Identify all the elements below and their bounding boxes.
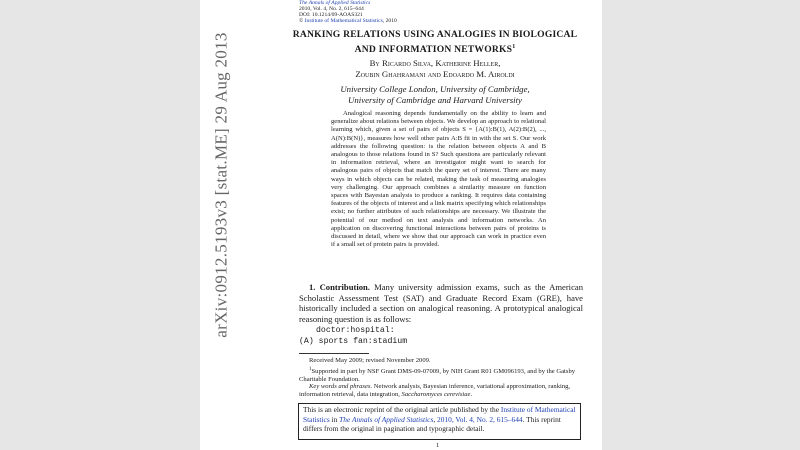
title-line-2: AND INFORMATION NETWORKS$^1$ xyxy=(354,44,516,56)
keywords-species: Saccharomyces cerevisiae xyxy=(401,391,471,399)
support-text: Supported in part by NSF Grant DMS-09-07009, by NIH Grant R01 GM096193, and by the Gatsby Charitable Foundation. xyxy=(299,368,576,384)
reprint-text-1: This is an electronic reprint of the original article published by the xyxy=(303,405,499,414)
volume-line: 2010, Vol. 4, No. 2, 615–644 xyxy=(299,6,364,12)
reprint-text-4: . This reprint differs from the original in pagination and typographic detail. xyxy=(303,414,561,434)
arxiv-side-identifier xyxy=(205,32,239,338)
analogy-query: doctor:hospital: xyxy=(316,326,395,335)
copyright-line xyxy=(299,18,397,24)
section-number: 1. xyxy=(309,282,316,292)
reprint-notice: This is an electronic reprint of the original article published by the Institute of Mathematical Statistics in The Annals of Applied Statistics, 2010, Vol. 4, No. 2, 615–644. This reprint differs from the original in pagination and typographic detail. xyxy=(298,403,581,440)
reprint-ims-link[interactable]: Institute of Mathematical Statistics xyxy=(303,405,576,424)
page-number: 1 xyxy=(436,442,440,449)
section-text: Many university admission exams, such as the American Scholastic Assessment Test (SAT) and Graduate Record Exam (GRE), have historically included a section on analogical reasoning. A prototypical analogical reasoning question is as follows: xyxy=(299,282,583,324)
keywords-text: Network analysis, Bayesian inference, variational approximation, ranking, information retrieval, data integration, xyxy=(299,383,571,399)
support-mark: 1 xyxy=(309,367,312,372)
analogy-option-a xyxy=(299,337,407,346)
title-footnote-mark: 1 xyxy=(512,44,516,50)
affiliations xyxy=(270,84,600,106)
keywords-note: Key words and phrases. Network analysis, Bayesian inference, variational approximation, ranking, information retrieval, data integration, Saccharomyces cerevisiae. xyxy=(299,383,571,399)
doi-line: DOI: 10.1214/09-AOAS321 xyxy=(299,12,363,18)
arxiv-id-text: arXiv:0912.5193v3 [stat.ME] 29 Aug 2013 xyxy=(212,32,231,338)
reprint-journal-link[interactable]: The Annals of Applied Statistics xyxy=(339,414,434,424)
received-note: Received May 2009; revised November 2009. xyxy=(309,357,431,364)
authors xyxy=(270,58,600,80)
authors-line-2: Zoubin Ghahramani and Edoardo M. Airoldi xyxy=(355,69,515,79)
abstract: Analogical reasoning depends fundamentally on the ability to learn and generalize about relations between objects. We develop an approach to relational learning which, given a set of pairs of objects S = {A(1):B(1), A(2):B(2), ..., A(N):B(N)}, measures how well other pairs A:B fit in with the set S. Our work addresses the following question: is the relation between objects A and B analogous to those relations found in S? Such questions are particularly relevant in information retrieval, where an investigator might want to search for analogous pairs of objects that match the query set of interest. There are many ways in which objects can be related, making the task of measuring analogies very challenging. Our approach combines a similarity measure on function spaces with Bayesian analysis to produce a ranking. It requires data containing features of the objects of interest and a link matrix specifying which relationships exist; no further attributes of such relationships are necessary. We illustrate the potential of our method on text analysis and information networks. An application on discovering functional interactions between pairs of proteins is discussed in detail, where we show that our approach can work in practice even if a small set of protein pairs is provided. xyxy=(331,110,546,249)
copyright-year: , 2010 xyxy=(382,18,397,24)
section-title: Contribution. xyxy=(319,282,370,292)
support-footnote xyxy=(299,366,583,385)
footnote-rule xyxy=(299,353,369,354)
ims-link[interactable]: Institute of Mathematical Statistics xyxy=(304,18,383,24)
authors-line-1: By Ricardo Silva, Katherine Heller, xyxy=(369,58,501,68)
affiliation-line-2: University of Cambridge and Harvard University xyxy=(348,95,522,105)
keywords-label: Key words and phrases. xyxy=(309,383,373,390)
section-1-paragraph xyxy=(299,282,583,324)
option-text: sports fan:stadium xyxy=(318,337,408,346)
journal-name: The Annals of Applied Statistics xyxy=(299,0,371,6)
copyright-symbol: © xyxy=(299,18,304,24)
reprint-volume-link[interactable]: 2010, Vol. 4, No. 2, 615–644 xyxy=(437,414,523,424)
option-label: (A) xyxy=(299,337,314,346)
title-line-1: RANKING RELATIONS USING ANALOGIES IN BIOLOGICAL xyxy=(292,29,578,40)
paper-title xyxy=(270,29,600,56)
affiliation-line-1: University College London, University of Cambridge, xyxy=(340,84,530,94)
